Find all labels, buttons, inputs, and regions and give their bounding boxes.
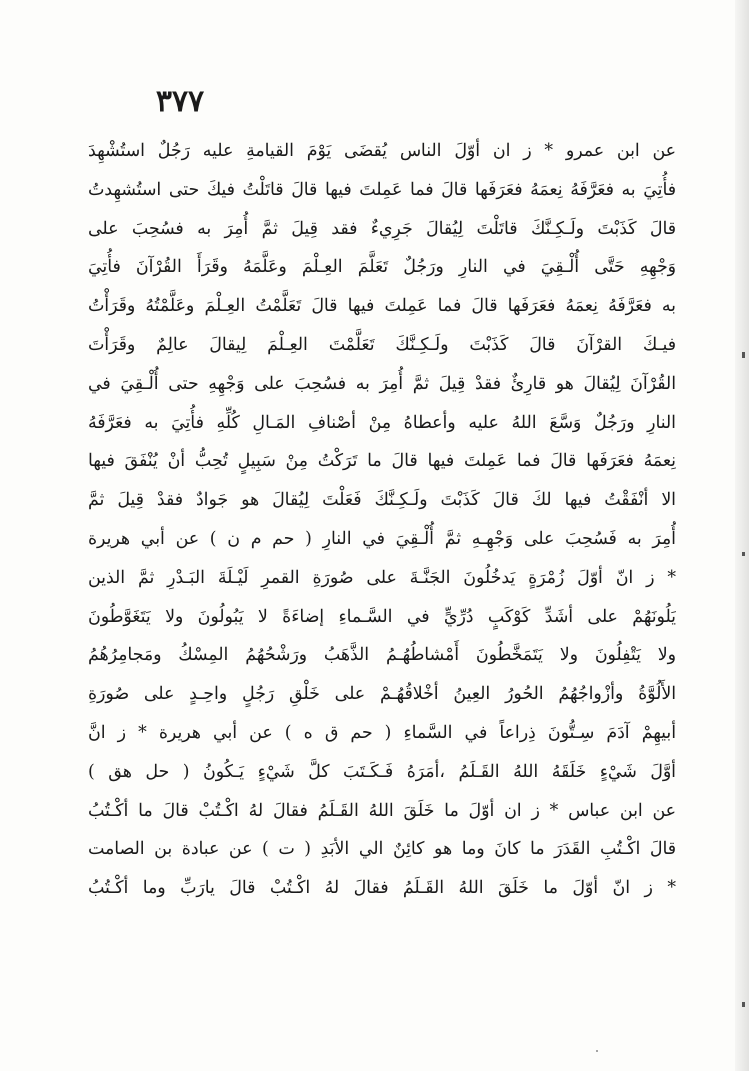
edge-mark (742, 552, 745, 556)
text-line-20: * ز انّ أوّلَ ما خَلَقَ اللهُ القَـلَمُ فقالَ لهُ اكْـتُبْ قالَ يارَبِّ وما أكْـتُبُ (88, 878, 676, 899)
text-line-3: قالَ كَذَبْتَ ولَـكِـنَّكَ قاتَلْتَ لِيُقالَ جَرِيءٌ فقد قِيلَ ثمَّ أُمِرَ به فسُحِبَ على (88, 218, 676, 239)
edge-mark (742, 1002, 745, 1007)
text-line-5: به فعَرَّفَهُ نِعمَهُ فعَرَفَها قالَ فما عَمِلتَ فيها قالَ تَعَلَّمْتُ العِـلْمَ وعَلَّمْتُهُ وقَرَأْتُ (88, 296, 676, 317)
text-line-14: ولا يَتْفِلُونَ ولا يَتَمَخَّطُونَ أَمْشاطُهُـمُ الذَّهَبُ ورَشْحُهُمُ المِسْكُ ومَجامِرُهُمُ (88, 645, 676, 666)
text-line-4: وَجْهِهِ حَتَّى أُلْـقِيَ في النارِ ورَجُلٌ تَعَلَّمَ العِـلْمَ وعَلَّمَهُ وقَرَأَ القُرْآنَ فأُتِيَ (88, 257, 676, 278)
text-line-16: أبيهِمْ آدَمَ سِـتُّونَ ذِراعاً في السَّماءِ ( حم ق ه ) عن أبي هريرة * ز انَّ (88, 722, 676, 743)
text-line-9: نِعمَهُ فعَرَفَها قالَ فما عَمِلتَ فيها قالَ ما تَرَكْتُ مِنْ سَبِيلٍ تُحِبُّ أنْ يُنْفَقَ فيها (88, 451, 676, 472)
text-line-2: فأُتِيَ به فعَرَّفَهُ نِعمَهُ فعَرَفَها قالَ فما عَمِلتَ فيها قالَ قاتَلْتُ فيكَ حتى استُشهِدتُ (88, 179, 676, 200)
text-line-13: يَلُونَهُمْ على أشَدِّ كَوْكَبٍ دُرِّيٍّ في السَّـماءِ إضاءَةً لا يَبُولُونَ ولا يَتَغَوَّطُونَ (88, 606, 676, 627)
text-line-18: عن ابن عباس * ز ان أوّلَ ما خَلَقَ اللهُ القَـلَمُ فقالَ لهُ اكْـتُبْ قالَ ما أكْـتُبُ (88, 800, 676, 821)
page-right-edge (735, 0, 749, 1071)
hadith-text-block (88, 132, 676, 908)
text-line-19: قالَ اكْـتُبِ القَدَرَ ما كانَ وما هو كائِنٌ الي الأبَدِ ( ت ) عن عبادة بن الصامت (88, 839, 676, 860)
text-line-1: عن ابن عمرو * ز ان أوّلَ الناس يُقضَى يَوْمَ القيامةِ عليه رَجُلٌ استُشْهِدَ (88, 141, 676, 161)
text-line-12: * ز انّ أوّلَ زُمْرَةٍ يَدخُلُونَ الجَنَّـةَ على صُورَةِ القمرِ لَيْـلَةَ البَـدْرِ ثمَّ الذين (88, 567, 676, 588)
text-line-17: أوَّلَ شَيْءٍ خَلَقَهُ اللهُ القَـلَمُ ،أمَرَهُ فَـكَـتَبَ كلَّ شَيْءٍ يَـكُونُ ( حل هق ) (88, 761, 676, 782)
text-line-6: فيـكَ القرْآنَ قالَ كَذَبْتَ ولَـكِـنَّكَ تَعَلَّمْتَ العِـلْمَ لِيقالَ عالِمٌ وقَرَأْتَ (88, 334, 676, 355)
text-line-8: النارِ ورَجُلٌ وَسَّعَ اللهُ عليه وأعطاهُ مِنْ أصْنافِ المَـالِ كُلِّهِ فأُتِيَ به فعَرَّفَهُ (88, 412, 676, 433)
page-number: ٣٧٧ (155, 84, 205, 119)
text-line-10: الا أنْفَقْتُ فيها لكَ قالَ كَذَبْتَ ولَـكِـنَّكَ فَعَلْتَ لِيُقالَ هو جَوادٌ فقدْ قِيلَ ثمَّ (88, 490, 676, 511)
text-line-11: أُمِرَ به فَسُحِبَ على وَجْهِـهِ ثمَّ أُلْـقِيَ في النارِ ( حم م ن ) عن أبي هريرة (88, 528, 676, 549)
text-line-7: القُرْآنَ لِيُقالَ هو قارِئٌ فقدْ قِيلَ ثمَّ أُمِرَ به فسُحِبَ على وَجْهِهِ حتى أُلْـقِيَ في (88, 373, 676, 394)
edge-mark (742, 352, 745, 358)
scan-speck (596, 1050, 598, 1052)
text-line-15: الأَلُوَّةُ وأزْواجُهُمُ الحُورُ العِينُ أخْلاقُهُـمْ على خَلْقِ رَجُلٍ واحِـدٍ على صُورَةِ (88, 684, 676, 705)
